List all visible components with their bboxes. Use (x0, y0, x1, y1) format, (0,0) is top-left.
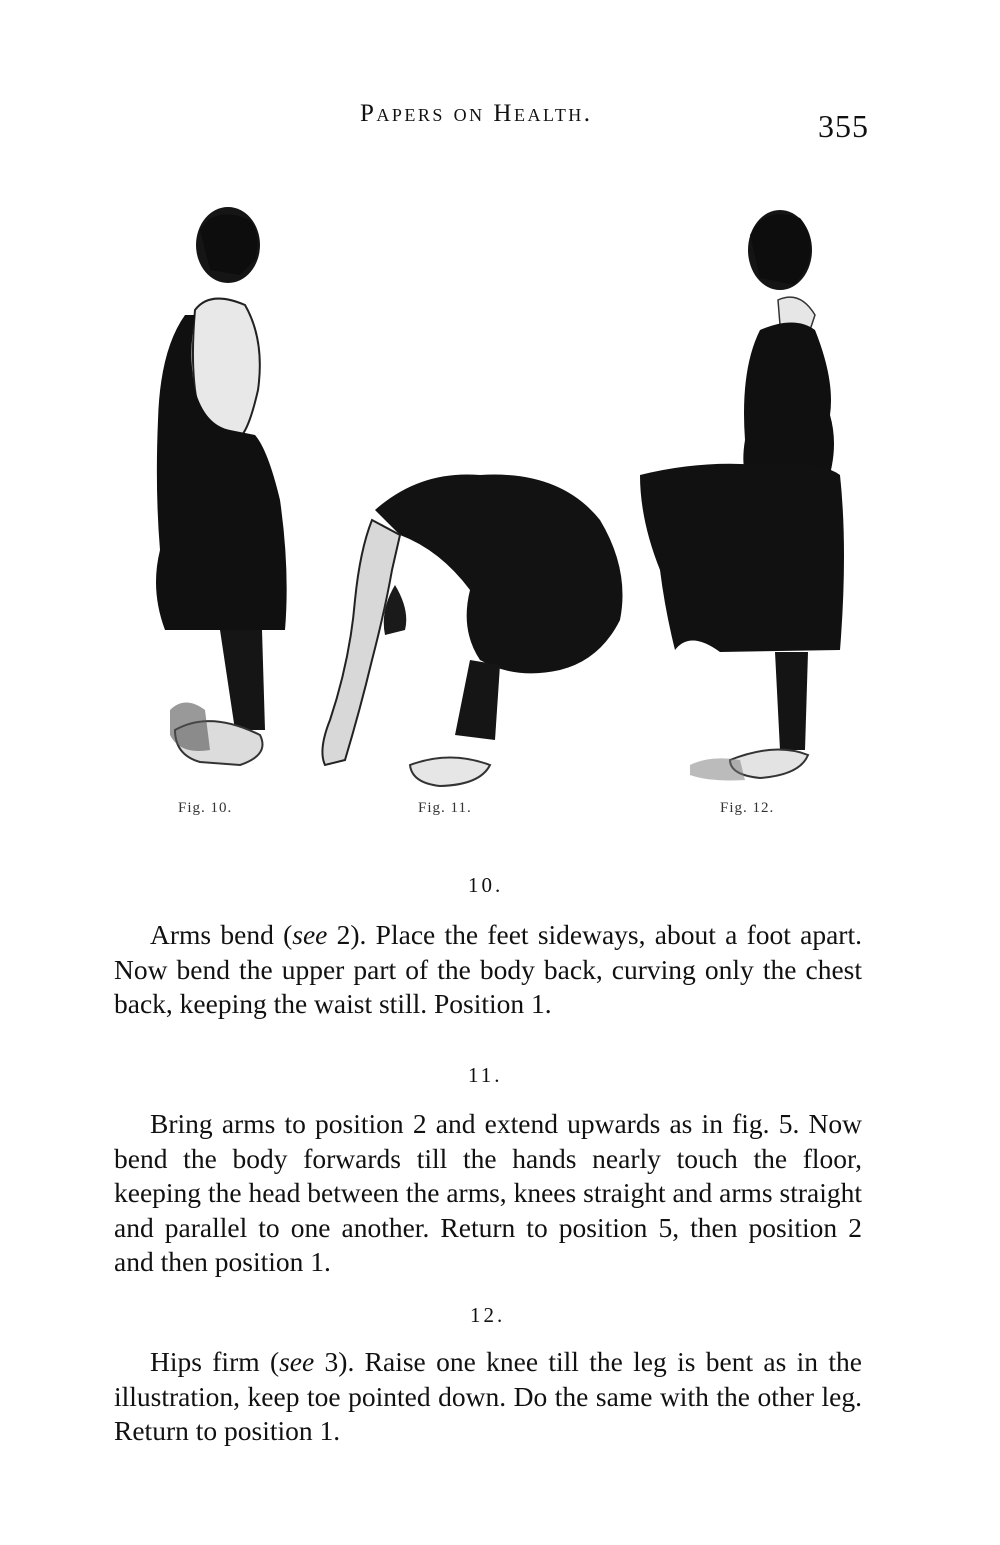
running-head: Papers on Health. (360, 100, 593, 127)
section-12-text (114, 1345, 862, 1449)
section-number-10: 10. (468, 873, 504, 897)
section-12-text-end: 3). Raise one knee till the leg is bent as in the illustration, keep toe pointed down. Do the same with the other leg. Return to position 1. (114, 1346, 862, 1446)
figure-caption-12: Fig. 12. (720, 800, 775, 816)
page-number: 355 (818, 108, 869, 144)
figure-12-silhouette (640, 210, 844, 780)
figure-10-silhouette (156, 207, 287, 765)
section-12-text-start: Hips firm ( (150, 1346, 280, 1377)
section-10-see: see (292, 919, 328, 950)
section-12-see: see (279, 1346, 315, 1377)
section-10-text (114, 918, 862, 1022)
figure-11-silhouette (322, 474, 622, 786)
section-number-12: 12. (470, 1303, 506, 1327)
section-number-11: 11. (468, 1063, 503, 1087)
section-11-text (114, 1107, 862, 1280)
section-10-text-end: 2). Place the feet sideways, about a foot apart. Now bend the upper part of the body back, curving only the chest back, keeping the waist still. Position 1. (114, 919, 862, 1019)
figure-caption-11: Fig. 11. (418, 800, 472, 816)
section-11-text-body: Bring arms to position 2 and extend upwards as in fig. 5. Now bend the body forwards till the hands nearly touch the floor, keeping the head between the arms, knees straight and arms straight and parallel to one another. Return to position 5, then position 2 and then position 1. (114, 1108, 862, 1277)
figure-caption-10: Fig. 10. (178, 800, 233, 816)
section-10-text-start: Arms bend ( (150, 919, 293, 950)
exercise-illustration (0, 190, 1000, 790)
